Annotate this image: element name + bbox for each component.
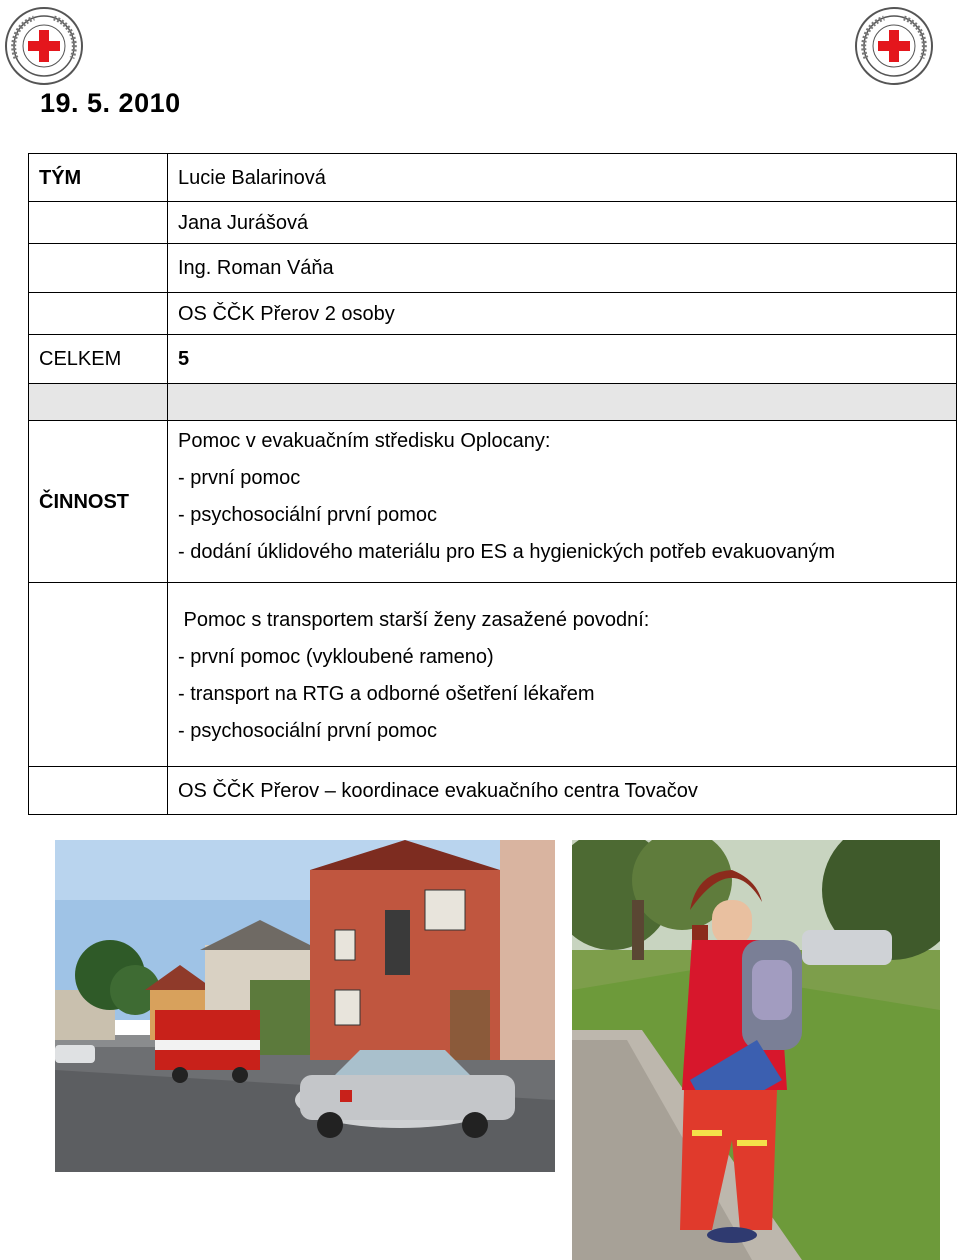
table-row-separator: [29, 384, 957, 421]
coordination-text: OS ČČK Přerov – koordinace evakuačního centra Tovačov: [168, 767, 957, 815]
team-member: OS ČČK Přerov 2 osoby: [168, 293, 957, 335]
activity-block: [168, 583, 957, 767]
activity-line: - transport na RTG a odborné ošetření lékařem: [178, 682, 595, 705]
empty-cell: [29, 384, 168, 421]
activity-line: - psychosociální první pomoc: [178, 503, 438, 526]
activity-line: - první pomoc: [178, 466, 301, 489]
activity-label: ČINNOST: [29, 421, 168, 583]
red-cross-seal-icon: [854, 6, 934, 86]
red-cross-seal-icon: [4, 6, 84, 86]
total-value: 5: [168, 335, 957, 384]
table-row: [29, 202, 957, 244]
activity-line: - psychosociální první pomoc: [178, 719, 438, 742]
team-label: TÝM: [29, 154, 168, 202]
empty-cell: [29, 244, 168, 293]
report-table: [28, 153, 957, 815]
volunteer-photo: [572, 840, 940, 1260]
table-row: [29, 767, 957, 815]
activity-block: [168, 421, 957, 583]
total-label: CELKEM: [29, 335, 168, 384]
volunteer-image: [572, 840, 940, 1260]
activity-line: - dodání úklidového materiálu pro ES a hygienických potřeb evakuovaným: [178, 540, 836, 563]
team-member: Lucie Balarinová: [168, 154, 957, 202]
red-cross-logo-left: [4, 6, 84, 86]
activity-line: Pomoc s transportem starší ženy zasažené povodní:: [178, 608, 650, 631]
report-date: 19. 5. 2010: [40, 88, 181, 118]
team-member: Ing. Roman Váňa: [168, 244, 957, 293]
street-photo: [55, 840, 555, 1172]
empty-cell: [29, 293, 168, 335]
table-row: [29, 154, 957, 202]
empty-cell: [29, 583, 168, 767]
table-row: [29, 421, 957, 583]
table-row: [29, 335, 957, 384]
table-row: [29, 293, 957, 335]
activity-line: Pomoc v evakuačním středisku Oplocany:: [178, 429, 551, 452]
activity-line: - první pomoc (vykloubené rameno): [178, 645, 494, 668]
street-scene-image: [55, 840, 555, 1172]
red-cross-logo-right: [854, 6, 934, 86]
team-member: Jana Jurášová: [168, 202, 957, 244]
table-row: [29, 583, 957, 767]
empty-cell: [29, 767, 168, 815]
empty-cell: [168, 384, 957, 421]
empty-cell: [29, 202, 168, 244]
table-row: [29, 244, 957, 293]
